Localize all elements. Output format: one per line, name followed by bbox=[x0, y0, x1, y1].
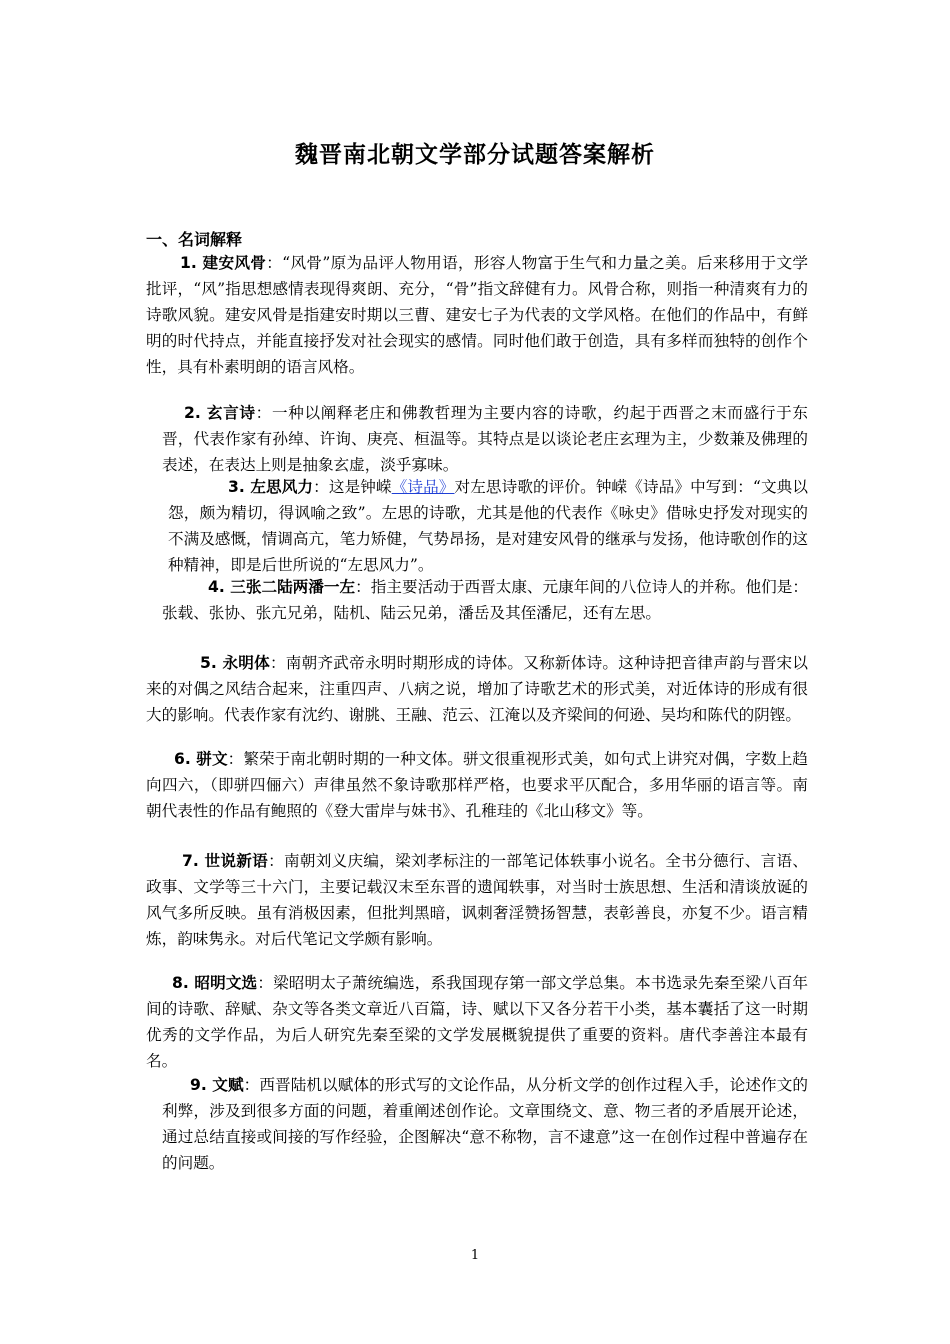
entry-text: 指主要活动于西晋太康、元康年间的八位诗人的并称。他们是：张载、张协、张亢兄弟，陆机、陆云兄弟，潘岳及其侄潘尼，还有左思。 bbox=[162, 578, 808, 622]
entry-shishuo-xinyu bbox=[146, 848, 808, 952]
entry-jianan-fenggu bbox=[146, 250, 808, 380]
term-separator: ： bbox=[355, 578, 371, 596]
entry-term: 5. 永明体 bbox=[200, 654, 270, 672]
term-separator: ： bbox=[243, 1076, 260, 1094]
entry-zhaoming-wenxuan bbox=[146, 970, 808, 1074]
entry-sanzhang-erlu bbox=[162, 574, 808, 626]
entry-wenfu bbox=[162, 1072, 808, 1176]
entry-term: 4. 三张二陆两潘一左 bbox=[208, 578, 356, 596]
term-separator: ： bbox=[227, 750, 244, 768]
entry-text: 南朝刘义庆编，梁刘孝标注的一部笔记体轶事小说名。全书分德行、言语、政事、文学等三十六门，主要记载汉末至东晋的遗闻轶事，对当时士族思想、生活和清谈放诞的风气多所反映。虽有消极因素，但批判黑暗，讽刺奢淫赞扬智慧，表彰善良，亦复不少。语言精炼，韵味隽永。对后代笔记文学颇有影响。 bbox=[146, 852, 808, 948]
term-separator: ： bbox=[268, 852, 284, 870]
term-separator: ： bbox=[269, 654, 286, 672]
term-separator: ： bbox=[266, 254, 283, 272]
entry-yongming-ti bbox=[146, 650, 808, 728]
entry-text: 南朝齐武帝永明时期形成的诗体。又称新体诗。这种诗把音律声韵与晋宋以来的对偶之风结合起来，注重四声、八病之说，增加了诗歌艺术的形式美，对近体诗的形成有很大的影响。代表作家有沈约、谢朓、王融、范云、江淹以及齐梁间的何逊、吴均和陈代的阴铿。 bbox=[146, 654, 808, 724]
section-heading: 一、名词解释 bbox=[146, 230, 243, 249]
entry-pianwen bbox=[146, 746, 808, 824]
entry-text-after: 对左思诗歌的评价。钟嵘《诗品》中写到：“文典以怨，颇为精切，得讽喻之致”。左思的诗歌，尤其是他的代表作《咏史》借咏史抒发对现实的不满及感慨，情调高亢，笔力矫健，气势昂扬，是对建安风骨的继承与发扬，他诗歌创作的这种精神，即是后世所说的“左思风力”。 bbox=[168, 478, 808, 574]
entry-text: 梁昭明太子萧统编选，系我国现存第一部文学总集。本书选录先秦至梁八百年间的诗歌、辞赋、杂文等各类文章近八百篇，诗、赋以下又各分若干小类，基本囊括了这一时期优秀的文学作品，为后人研究先秦至梁的文学发展概貌提供了重要的资料。唐代李善注本最有名。 bbox=[146, 974, 808, 1070]
entry-text: 繁荣于南北朝时期的一种文体。骈文很重视形式美，如句式上讲究对偶，字数上趋向四六，（即骈四俪六）声律虽然不象诗歌那样严格，也要求平仄配合，多用华丽的语言等。南朝代表性的作品有鲍照的《登大雷岸与妹书》、孔稚珪的《北山移文》等。 bbox=[146, 750, 808, 820]
page-number: 1 bbox=[470, 1248, 480, 1263]
page-title: 魏晋南北朝文学部分试题答案解析 bbox=[295, 142, 655, 168]
entry-text: 西晋陆机以赋体的形式写的文论作品，从分析文学的创作过程入手，论述作文的利弊，涉及到很多方面的问题，着重阐述创作论。文章围绕文、意、物三者的矛盾展开论述，通过总结直接或间接的写作经验，企图解决“意不称物，言不逮意”这一在创作过程中普遍存在的问题。 bbox=[162, 1076, 808, 1172]
shipin-link[interactable]: 《诗品》 bbox=[391, 478, 455, 496]
entry-term: 2. 玄言诗 bbox=[184, 404, 256, 422]
entry-zuosi-fengli bbox=[168, 474, 808, 578]
entry-text: “风骨”原为品评人物用语，形容人物富于生气和力量之美。后来移用于文学批评，“风”指思想感情表现得爽朗、充分，“骨”指文辞健有力。风骨合称，则指一种清爽有力的诗歌风貌。建安风骨是指建安时期以三曹、建安七子为代表的文学风格。在他们的作品中，有鲜明的时代持点，并能直接抒发对社会现实的感情。同时他们敢于创造，具有多样而独特的创作个性，具有朴素明朗的语言风格。 bbox=[146, 254, 808, 376]
entry-text-before: 这是钟嵘 bbox=[328, 478, 392, 496]
entry-term: 6. 骈文 bbox=[174, 750, 228, 768]
term-separator: ： bbox=[313, 478, 329, 496]
entry-term: 8. 昭明文选 bbox=[172, 974, 258, 992]
term-separator: ： bbox=[257, 974, 274, 992]
entry-term: 9. 文赋 bbox=[190, 1076, 244, 1094]
entry-term: 7. 世说新语 bbox=[182, 852, 269, 870]
entry-text: 一种以阐释老庄和佛教哲理为主要内容的诗歌，约起于西晋之末而盛行于东晋，代表作家有孙绰、许询、庚亮、桓温等。其特点是以谈论老庄玄理为主，少数兼及佛理的表述，在表达上则是抽象玄虚，淡乎寡味。 bbox=[162, 404, 808, 474]
term-separator: ： bbox=[255, 404, 272, 422]
entry-term: 3. 左思风力 bbox=[228, 478, 314, 496]
entry-term: 1. 建安风骨 bbox=[180, 254, 267, 272]
entry-xuanyan-shi bbox=[162, 400, 808, 478]
